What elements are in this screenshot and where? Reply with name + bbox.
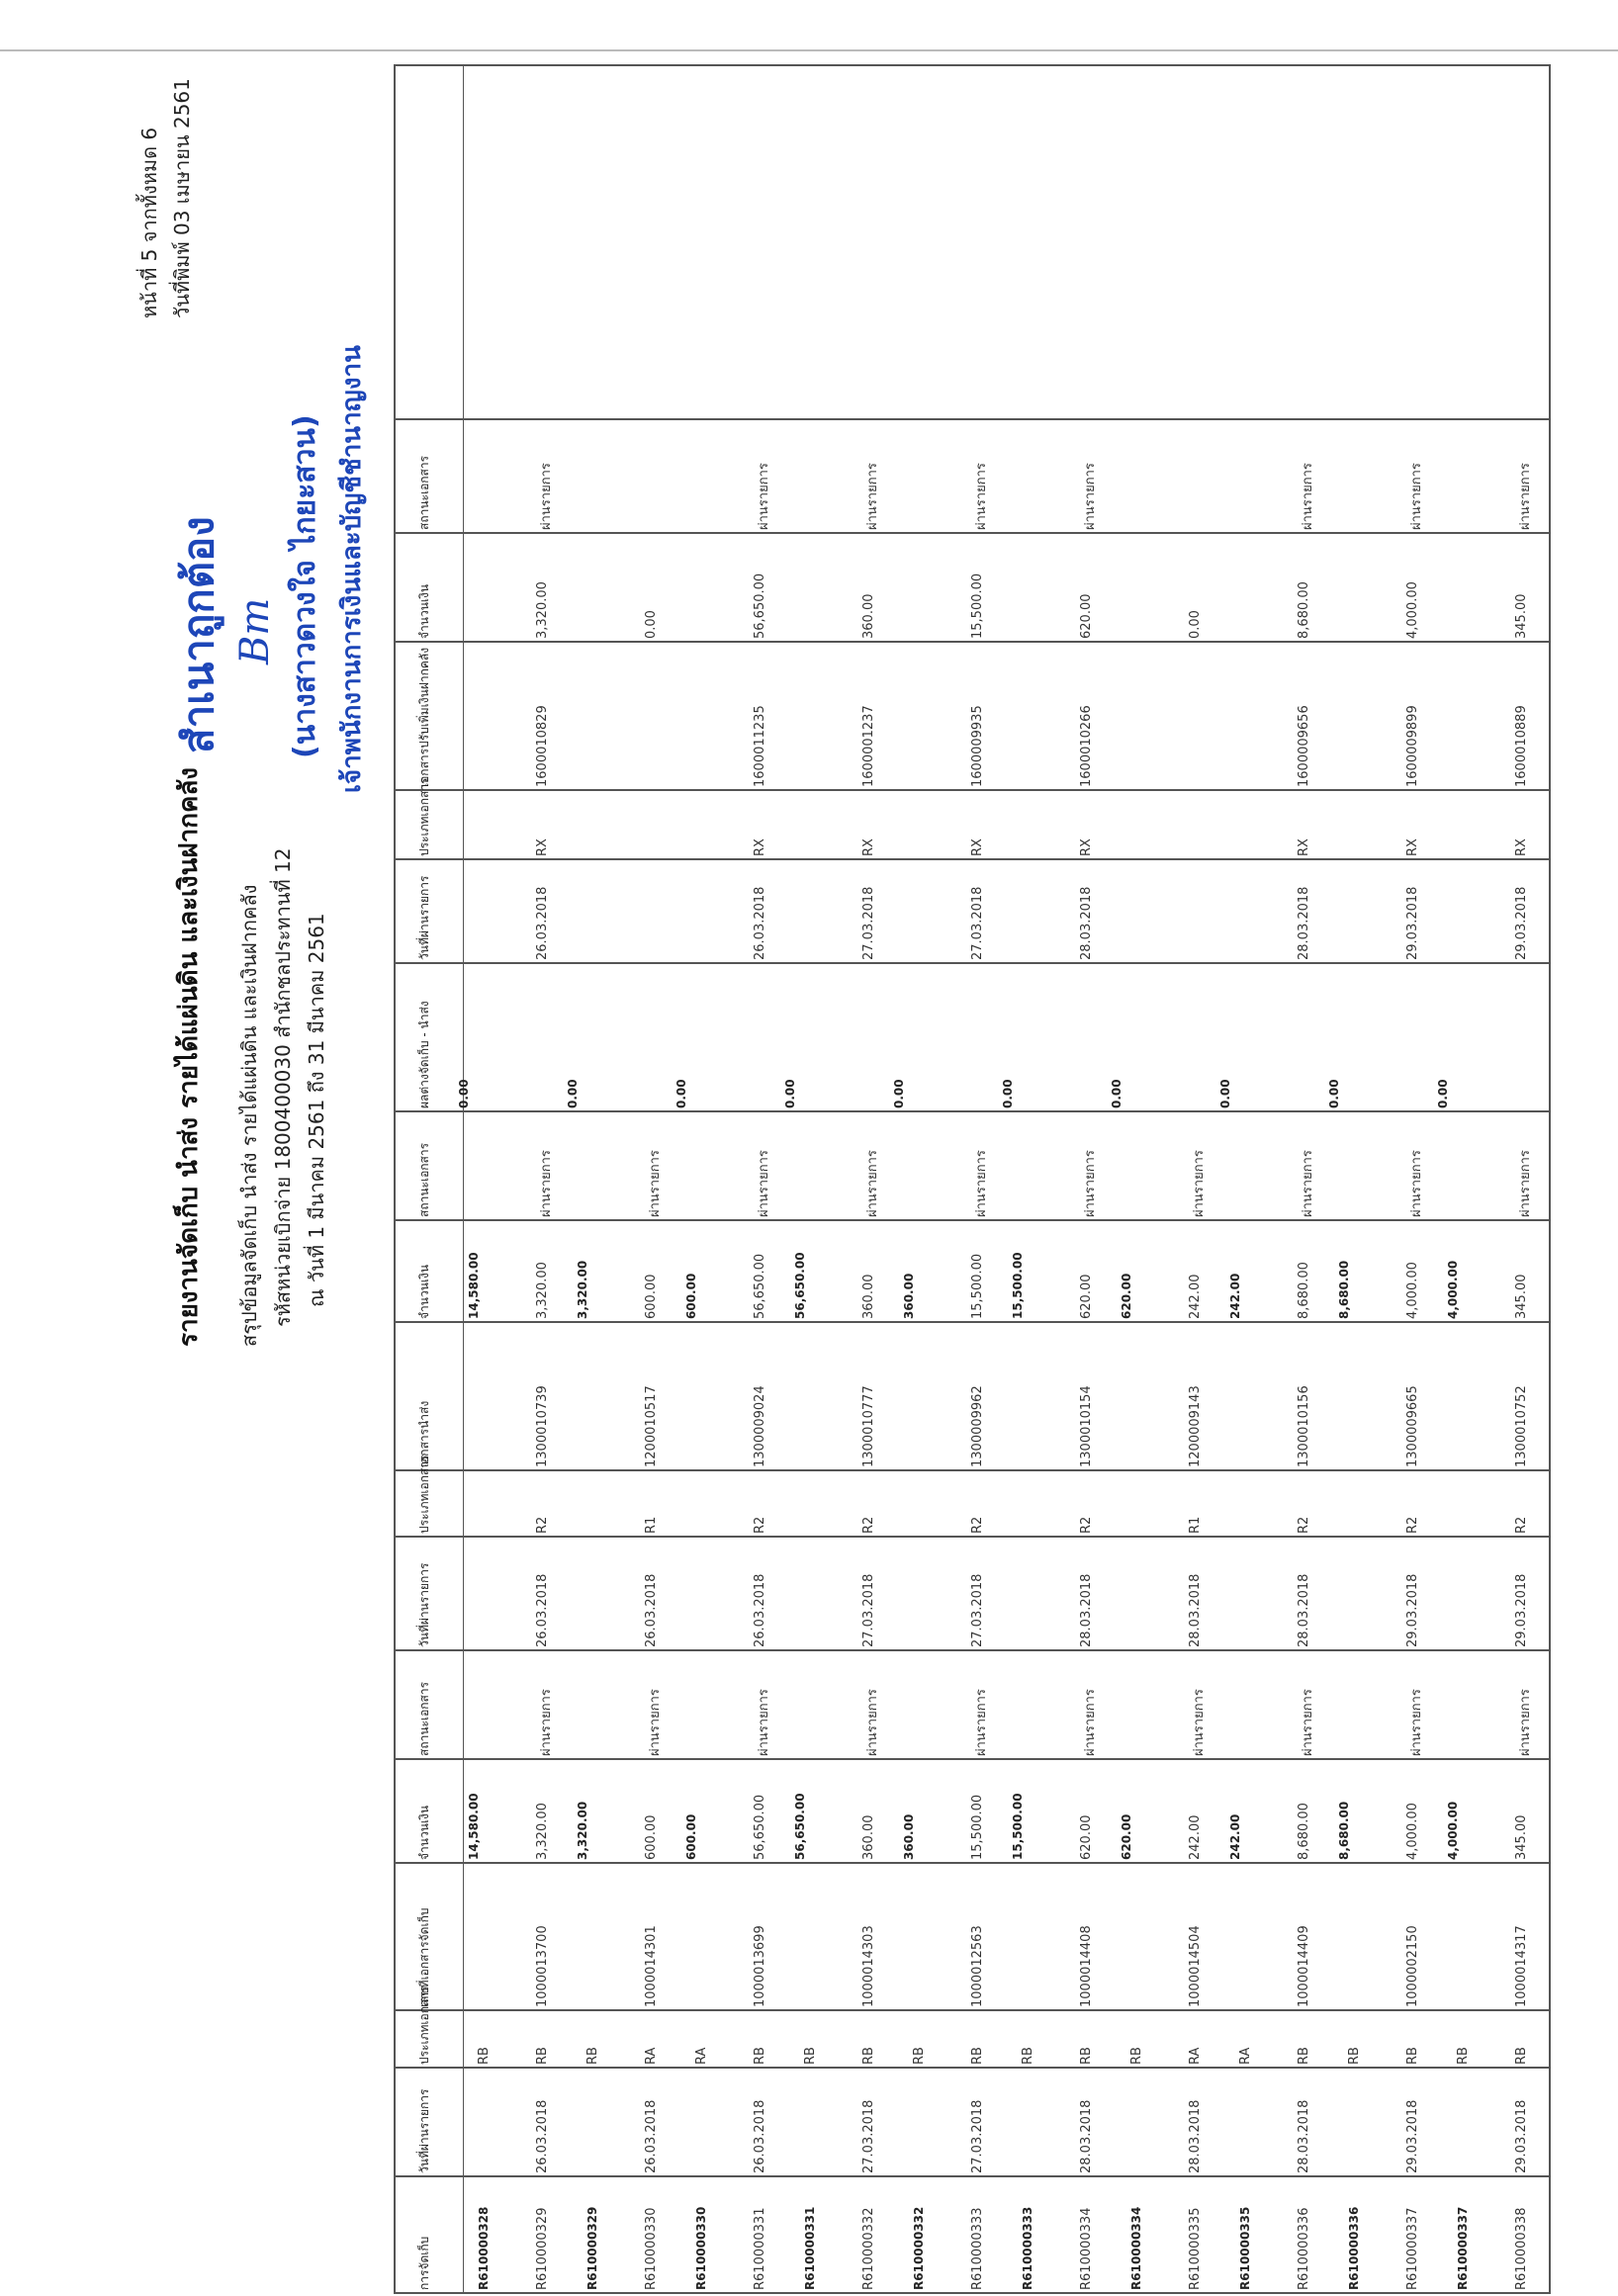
deposit-doc-no: 1600010889	[1514, 705, 1529, 787]
difference: 0.00	[457, 1079, 471, 1108]
table-row	[517, 64, 572, 2294]
collection-id: R610000336	[1297, 2207, 1311, 2290]
subtotal-amount: 56,650.00	[793, 1793, 807, 1860]
subtotal-amount: 3,320.00	[576, 1801, 589, 1860]
remit-doc-type: R2	[970, 1516, 985, 1534]
subtotal-remit-amount: 56,650.00	[793, 1252, 807, 1319]
remit-date: 26.03.2018	[535, 1573, 550, 1647]
difference: 0.00	[566, 1079, 580, 1108]
remit-doc-no: 1300010777	[861, 1385, 876, 1467]
doc-type: RB	[535, 2047, 550, 2065]
post-date: 29.03.2018	[1514, 2099, 1529, 2173]
deposit-amount: 4,000.00	[1405, 581, 1420, 639]
remit-amount: 15,500.00	[970, 1253, 985, 1319]
deposit-status: ผ่านรายการ	[974, 463, 989, 530]
collection-doc-no: 1000014317	[1514, 1925, 1529, 2007]
difference: 0.00	[1436, 1079, 1450, 1108]
deposit-doc-type: RX	[535, 839, 550, 856]
collection-id: R610000337	[1405, 2207, 1420, 2290]
difference: 0.00	[1218, 1079, 1232, 1108]
doc-type: RB	[1347, 2047, 1362, 2065]
table-row	[1061, 64, 1116, 2294]
remit-status: ผ่านรายการ	[539, 1150, 554, 1217]
remit-doc-no: 1300010752	[1514, 1385, 1529, 1467]
collection-doc-no: 1000012563	[970, 1925, 985, 2007]
table-row	[1110, 64, 1170, 2294]
remit-status: ผ่านรายการ	[1083, 1150, 1098, 1217]
report-title: รายงานจัดเก็บ นำส่ง รายได้แผ่นดิน และเงินฝากคลัง	[174, 766, 204, 1347]
report-unit: รหัสหน่วยเบิกจ่าย 1800400030 สำนักชลประทานที่ 12	[271, 847, 295, 1327]
difference: 0.00	[1001, 1079, 1015, 1108]
remit-status: ผ่านรายการ	[974, 1150, 989, 1217]
deposit-doc-no: 1600011235	[753, 705, 767, 787]
signer-name: (นางสาวดวงใจ ไกยะสวน)	[288, 414, 322, 758]
column-header: จำนวนเงิน	[417, 583, 431, 639]
remit-status: ผ่านรายการ	[1192, 1150, 1207, 1217]
remit-amount: 8,680.00	[1297, 1262, 1311, 1319]
doc-type: RB	[1514, 2047, 1529, 2065]
status: ผ่านรายการ	[1518, 1689, 1533, 1756]
amount: 3,320.00	[535, 1803, 550, 1860]
deposit-doc-type: RX	[861, 839, 876, 856]
signature: Bm	[232, 597, 278, 664]
deposit-status: ผ่านรายการ	[865, 463, 880, 530]
remit-doc-type: R1	[1188, 1516, 1203, 1534]
remit-amount: 345.00	[1514, 1274, 1529, 1319]
table-row	[674, 64, 735, 2294]
column-header: เลขที่เอกสารจัดเก็บ	[417, 1907, 431, 2007]
column-header: วันที่ผ่านรายการ	[417, 1562, 431, 1647]
deposit-status: ผ่านรายการ	[1301, 463, 1315, 530]
amount: 620.00	[1079, 1814, 1094, 1860]
remit-doc-type: R2	[1405, 1516, 1420, 1534]
deposit-amount: 8,680.00	[1297, 581, 1311, 639]
doc-type: RB	[1405, 2047, 1420, 2065]
deposit-doc-type: RX	[1405, 839, 1420, 856]
remit-amount: 360.00	[861, 1274, 876, 1319]
deposit-date: 27.03.2018	[970, 886, 985, 960]
subtotal-amount: 360.00	[902, 1813, 916, 1860]
doc-type: RB	[1079, 2047, 1094, 2065]
post-date: 26.03.2018	[644, 2099, 659, 2173]
table-row	[626, 64, 680, 2294]
collection-id: R610000330	[644, 2207, 659, 2290]
subtotal-amount: 600.00	[684, 1813, 698, 1860]
column-header: เอกสารนำส่ง	[417, 1400, 431, 1467]
remit-date: 27.03.2018	[861, 1573, 876, 1647]
collection-id: R610000333	[970, 2207, 985, 2290]
group-id: R610000337	[1456, 2206, 1470, 2290]
doc-type: RB	[477, 2047, 492, 2065]
remit-doc-type: R2	[1079, 1516, 1094, 1534]
group-id: R610000329	[585, 2206, 599, 2290]
remit-date: 27.03.2018	[970, 1573, 985, 1647]
post-date: 27.03.2018	[970, 2099, 985, 2173]
remit-doc-type: R2	[1514, 1516, 1529, 1534]
deposit-amount: 15,500.00	[970, 573, 985, 639]
table-row	[1388, 64, 1442, 2294]
table-row	[1218, 64, 1279, 2294]
deposit-doc-no: 1600009656	[1297, 705, 1311, 787]
collection-doc-no: 1000014409	[1297, 1925, 1311, 2007]
doc-type: RB	[1021, 2047, 1035, 2065]
deposit-amount: 345.00	[1514, 593, 1529, 639]
difference: 0.00	[674, 1079, 688, 1108]
amount: 4,000.00	[1405, 1803, 1420, 1860]
print-date: วันที่พิมพ์ 03 เมษายน 2561	[170, 78, 194, 318]
deposit-doc-no: 1600010266	[1079, 705, 1094, 787]
deposit-status: ผ่านรายการ	[1409, 463, 1424, 530]
remit-status: ผ่านรายการ	[648, 1150, 663, 1217]
deposit-amount: 0.00	[1188, 610, 1203, 639]
status: ผ่านรายการ	[1301, 1689, 1315, 1756]
column-header: เอกสารปรับเพิ่มเงินฝากคลัง	[417, 647, 431, 787]
collection-doc-no: 1000014504	[1188, 1925, 1203, 2007]
remit-status: ผ่านรายการ	[1518, 1150, 1533, 1217]
collection-id: R610000331	[753, 2207, 767, 2290]
doc-type: RB	[803, 2047, 818, 2065]
doc-type: RB	[1129, 2047, 1144, 2065]
doc-type: RB	[861, 2047, 876, 2065]
doc-type: RB	[970, 2047, 985, 2065]
column-header: สถานะเอกสาร	[417, 1681, 431, 1756]
deposit-status: ผ่านรายการ	[1518, 463, 1533, 530]
deposit-amount: 56,650.00	[753, 573, 767, 639]
table-row	[892, 64, 952, 2294]
post-date: 28.03.2018	[1297, 2099, 1311, 2173]
scan-edge	[0, 49, 1618, 51]
remit-date: 29.03.2018	[1514, 1573, 1529, 1647]
signer-role: เจ้าพนักงานการเงินและบัญชีชำนาญงาน	[337, 345, 367, 793]
remit-amount: 4,000.00	[1405, 1262, 1420, 1319]
collection-id: R610000334	[1079, 2207, 1094, 2290]
doc-type: RA	[1188, 2047, 1203, 2065]
deposit-status: ผ่านรายการ	[757, 463, 771, 530]
table-row	[844, 64, 898, 2294]
deposit-doc-type: RX	[1514, 839, 1529, 856]
status: ผ่านรายการ	[648, 1689, 663, 1756]
table-row	[783, 64, 844, 2294]
collection-id: R610000329	[535, 2207, 550, 2290]
status: ผ่านรายการ	[539, 1689, 554, 1756]
remit-amount: 242.00	[1188, 1274, 1203, 1319]
remit-doc-no: 1300009665	[1405, 1385, 1420, 1467]
subtotal-amount: 620.00	[1120, 1813, 1133, 1860]
deposit-amount: 620.00	[1079, 593, 1094, 639]
collection-id: R610000338	[1514, 2207, 1529, 2290]
group-id: R610000335	[1238, 2206, 1252, 2290]
amount: 360.00	[861, 1814, 876, 1860]
remit-doc-no: 1200009143	[1188, 1385, 1203, 1467]
collection-id: R610000332	[861, 2207, 876, 2290]
table-row	[952, 64, 1007, 2294]
deposit-date: 27.03.2018	[861, 886, 876, 960]
difference: 0.00	[1110, 1079, 1124, 1108]
subtotal-remit-amount: 3,320.00	[576, 1260, 589, 1319]
status: ผ่านรายการ	[1409, 1689, 1424, 1756]
amount: 345.00	[1514, 1814, 1529, 1860]
table-row	[1001, 64, 1061, 2294]
subtotal-amount: 15,500.00	[1011, 1793, 1025, 1860]
subtotal-amount: 242.00	[1228, 1813, 1242, 1860]
certified-stamp: สำเนาถูกต้อง	[174, 516, 223, 753]
column-header: สถานะเอกสาร	[417, 1142, 431, 1217]
post-date: 26.03.2018	[535, 2099, 550, 2173]
deposit-date: 29.03.2018	[1405, 886, 1420, 960]
remit-date: 28.03.2018	[1079, 1573, 1094, 1647]
remit-status: ผ่านรายการ	[865, 1150, 880, 1217]
remit-doc-no: 1300009962	[970, 1385, 985, 1467]
doc-type: RA	[644, 2047, 659, 2065]
doc-type: RB	[585, 2047, 600, 2065]
status: ผ่านรายการ	[1192, 1689, 1207, 1756]
subtotal-amount: 14,580.00	[467, 1793, 481, 1860]
collection-doc-no: 1000014301	[644, 1925, 659, 2007]
remit-amount: 56,650.00	[753, 1253, 767, 1319]
remit-status: ผ่านรายการ	[1301, 1150, 1315, 1217]
collection-doc-no: 1000013700	[535, 1925, 550, 2007]
remit-doc-no: 1300010156	[1297, 1385, 1311, 1467]
deposit-date: 26.03.2018	[535, 886, 550, 960]
column-header: วันที่ผ่านรายการ	[417, 875, 431, 960]
report-subtitle: สรุปข้อมูลจัดเก็บ นำส่ง รายได้แผ่นดิน และเงินฝากคลัง	[237, 884, 261, 1347]
column-header: ประเภทเอกสาร	[417, 777, 431, 856]
report-table	[394, 64, 1551, 2294]
deposit-doc-no: 1600010829	[535, 705, 550, 787]
group-id: R610000330	[694, 2206, 708, 2290]
deposit-doc-type: RX	[1297, 839, 1311, 856]
deposit-doc-no: 1600009899	[1405, 705, 1420, 787]
subtotal-amount: 8,680.00	[1337, 1801, 1351, 1860]
remit-status: ผ่านรายการ	[1409, 1150, 1424, 1217]
deposit-doc-type: RX	[1079, 839, 1094, 856]
amount: 8,680.00	[1297, 1803, 1311, 1860]
status: ผ่านรายการ	[757, 1689, 771, 1756]
subtotal-remit-amount: 8,680.00	[1337, 1260, 1351, 1319]
deposit-doc-no: 1600001237	[861, 705, 876, 787]
deposit-status: ผ่านรายการ	[1083, 463, 1098, 530]
table-row	[1170, 64, 1224, 2294]
column-header: ผลต่างจัดเก็บ - นำส่ง	[417, 1001, 431, 1108]
table-border-top	[394, 64, 396, 2294]
table-row	[566, 64, 626, 2294]
remit-doc-type: R1	[644, 1516, 659, 1534]
group-id: R610000336	[1347, 2206, 1361, 2290]
amount: 15,500.00	[970, 1794, 985, 1860]
remit-date: 28.03.2018	[1297, 1573, 1311, 1647]
amount: 56,650.00	[753, 1794, 767, 1860]
deposit-date: 28.03.2018	[1079, 886, 1094, 960]
collection-doc-no: 1000014303	[861, 1925, 876, 2007]
status: ผ่านรายการ	[974, 1689, 989, 1756]
deposit-doc-type: RX	[753, 839, 767, 856]
group-id: R610000328	[477, 2206, 491, 2290]
difference: 0.00	[783, 1079, 797, 1108]
deposit-date: 29.03.2018	[1514, 886, 1529, 960]
column-header: ประเภทเอกสาร	[417, 1986, 431, 2065]
remit-status: ผ่านรายการ	[757, 1150, 771, 1217]
deposit-amount: 3,320.00	[535, 581, 550, 639]
deposit-status: ผ่านรายการ	[539, 463, 554, 530]
subtotal-remit-amount: 620.00	[1120, 1273, 1133, 1319]
remit-amount: 3,320.00	[535, 1262, 550, 1319]
column-header: ประเภทเอกสาร	[417, 1455, 431, 1534]
subtotal-remit-amount: 242.00	[1228, 1273, 1242, 1319]
column-header: วันที่ผ่านรายการ	[417, 2088, 431, 2173]
subtotal-remit-amount: 14,580.00	[467, 1252, 481, 1319]
deposit-date: 26.03.2018	[753, 886, 767, 960]
group-id: R610000332	[912, 2206, 926, 2290]
deposit-doc-no: 1600009935	[970, 705, 985, 787]
post-date: 29.03.2018	[1405, 2099, 1420, 2173]
subtotal-amount: 4,000.00	[1446, 1801, 1460, 1860]
table-row	[735, 64, 789, 2294]
page-number: หน้าที่ 5 จากทั้งหมด 6	[137, 127, 161, 318]
difference: 0.00	[1327, 1079, 1341, 1108]
remit-doc-type: R2	[753, 1516, 767, 1534]
doc-type: RB	[1297, 2047, 1311, 2065]
remit-date: 29.03.2018	[1405, 1573, 1420, 1647]
remit-date: 28.03.2018	[1188, 1573, 1203, 1647]
amount: 242.00	[1188, 1814, 1203, 1860]
subtotal-remit-amount: 360.00	[902, 1273, 916, 1319]
report-period: ณ วันที่ 1 มีนาคม 2561 ถึง 31 มีนาคม 2561	[305, 913, 328, 1307]
group-id: R610000331	[803, 2206, 817, 2290]
group-id: R610000333	[1021, 2206, 1034, 2290]
remit-date: 26.03.2018	[644, 1573, 659, 1647]
column-header: จำนวนเงิน	[417, 1264, 431, 1319]
doc-type: RB	[1456, 2047, 1471, 2065]
difference: 0.00	[892, 1079, 906, 1108]
deposit-date: 28.03.2018	[1297, 886, 1311, 960]
table-row	[1496, 64, 1551, 2294]
remit-date: 26.03.2018	[753, 1573, 767, 1647]
remit-amount: 600.00	[644, 1274, 659, 1319]
status: ผ่านรายการ	[865, 1689, 880, 1756]
subtotal-remit-amount: 4,000.00	[1446, 1260, 1460, 1319]
collection-doc-no: 1000013699	[753, 1925, 767, 2007]
collection-id: R610000335	[1188, 2207, 1203, 2290]
table-row	[1436, 64, 1496, 2294]
deposit-doc-type: RX	[970, 839, 985, 856]
subtotal-remit-amount: 600.00	[684, 1273, 698, 1319]
post-date: 28.03.2018	[1079, 2099, 1094, 2173]
remit-doc-type: R2	[861, 1516, 876, 1534]
collection-doc-no: 1000002150	[1405, 1925, 1420, 2007]
status: ผ่านรายการ	[1083, 1689, 1098, 1756]
column-header: การจัดเก็บ	[417, 2236, 431, 2290]
group-id: R610000334	[1129, 2206, 1143, 2290]
doc-type: RA	[694, 2047, 709, 2065]
remit-doc-no: 1300009024	[753, 1385, 767, 1467]
post-date: 28.03.2018	[1188, 2099, 1203, 2173]
remit-amount: 620.00	[1079, 1274, 1094, 1319]
amount: 600.00	[644, 1814, 659, 1860]
doc-type: RB	[753, 2047, 767, 2065]
remit-doc-type: R2	[535, 1516, 550, 1534]
doc-type: RA	[1238, 2047, 1253, 2065]
subtotal-remit-amount: 15,500.00	[1011, 1252, 1025, 1319]
doc-type: RB	[912, 2047, 927, 2065]
remit-doc-type: R2	[1297, 1516, 1311, 1534]
table-row	[1327, 64, 1388, 2294]
collection-doc-no: 1000014408	[1079, 1925, 1094, 2007]
table-row	[457, 64, 517, 2294]
column-header: จำนวนเงิน	[417, 1805, 431, 1860]
remit-doc-no: 1300010154	[1079, 1385, 1094, 1467]
remit-doc-no: 1200010517	[644, 1385, 659, 1467]
table-row	[1279, 64, 1333, 2294]
post-date: 27.03.2018	[861, 2099, 876, 2173]
post-date: 26.03.2018	[753, 2099, 767, 2173]
column-header: สถานะเอกสาร	[417, 455, 431, 530]
remit-doc-no: 1300010739	[535, 1385, 550, 1467]
deposit-amount: 360.00	[861, 593, 876, 639]
deposit-amount: 0.00	[644, 610, 659, 639]
